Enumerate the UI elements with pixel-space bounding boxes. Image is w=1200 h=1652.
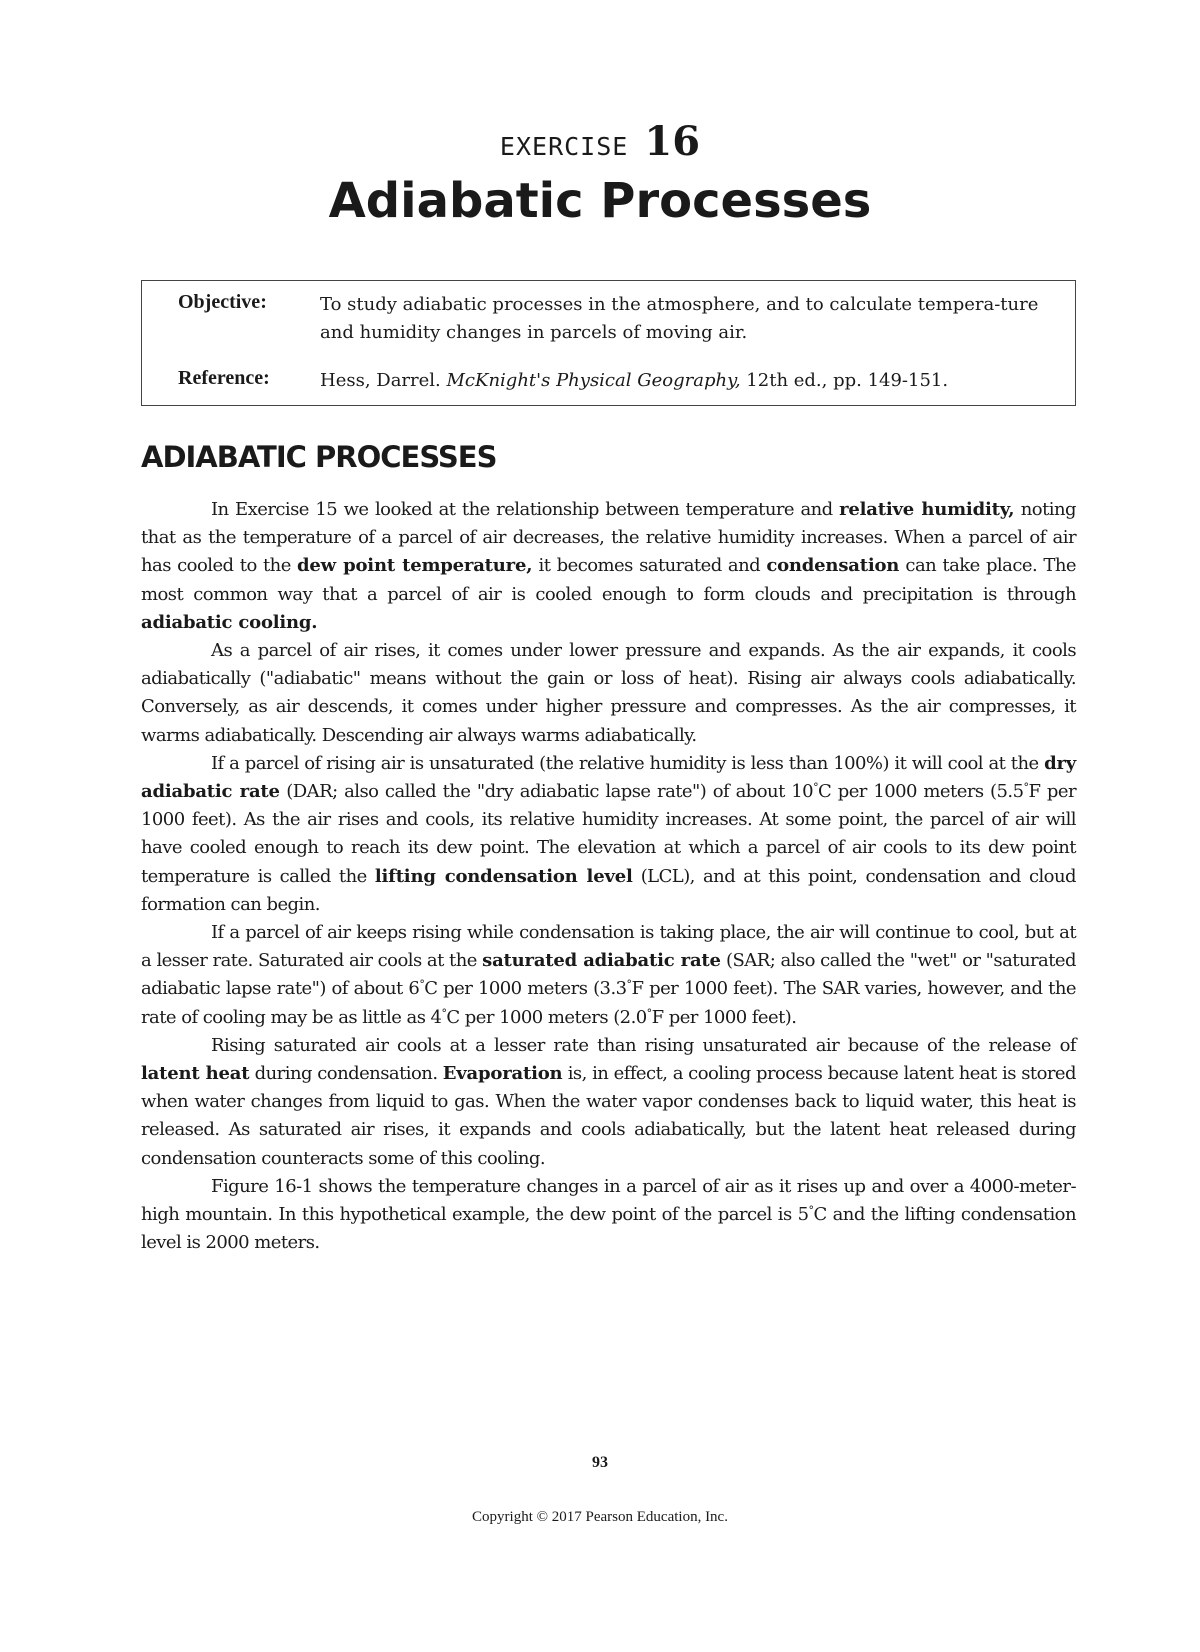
body-paragraph [141, 750, 1076, 919]
key-term: adiabatic cooling. [141, 611, 318, 633]
text-run: Rising saturated air cools at a lesser rate than rising unsaturated air because of the release of [211, 1034, 1076, 1056]
objective-box [141, 280, 1076, 406]
key-term: condensation [766, 555, 900, 577]
body-text [141, 496, 1076, 1257]
text-run: In Exercise 15 we looked at the relationship between temperature and [211, 499, 840, 520]
key-term: relative humidity, [839, 499, 1015, 520]
text-run: As a parcel of air rises, it comes under lower pressure and expands. As the air expands, it cools adiabatically ("adiabatic" means without the gain or loss of heat). Rising air always cools adiabatically. Conversely, as air descends, it comes under higher pressure and compresses. As the air compresses, it warms adiabatically. Descending air always warms adiabatically. [141, 640, 1076, 746]
body-paragraph [141, 1173, 1076, 1258]
exercise-word: EXERCISE [499, 132, 629, 161]
reference-details: 12th ed., pp. 149-151. [740, 370, 949, 391]
text-run: is, in effect, a cooling process because latent heat is stored when water changes from liquid to gas. When the water vapor condenses back to liquid water, this heat is released. As saturated air rises, it expands and cools adiabatically, but the latent heat released during condensation counteracts some of this cooling. [141, 1063, 1076, 1169]
reference-book: McKnight's Physical Geography, [446, 370, 741, 391]
key-term: dry adiabatic rate [141, 752, 1076, 803]
objective-label: Objective: [178, 291, 267, 313]
exercise-label [0, 118, 1200, 165]
body-paragraph [141, 919, 1076, 1032]
text-run: (DAR; also called the "dry adiabatic lapse rate") of about 10 [279, 781, 814, 803]
reference-text [320, 367, 1040, 395]
text-run: F per 1000 feet). As the air rises and cools, its relative humidity increases. At some point, the parcel of air will have cooled enough to reach its dew point. The elevation at which a parcel of air cools to its dew point temperature is called the [141, 781, 1077, 887]
text-run: it becomes saturated and [532, 555, 767, 577]
degree-symbol: ° [808, 1204, 814, 1218]
text-run: C per 1000 meters (3.3 [424, 978, 627, 1000]
page-number: 93 [592, 1454, 608, 1471]
degree-symbol: ° [419, 978, 425, 992]
text-run: C and the lifting condensation level is 2000 meters. [141, 1204, 1076, 1254]
text-run: F per 1000 feet). The SAR varies, however, and the rate of cooling may be as little as 4 [141, 978, 1076, 1028]
degree-symbol: ° [813, 781, 819, 795]
body-paragraph [141, 637, 1076, 750]
page-title: Adiabatic Processes [328, 173, 872, 229]
text-run: If a parcel of air keeps rising while condensation is taking place, the air will continue to cool, but at a lesser rate. Saturated air cools at the [141, 922, 1076, 972]
text-run: can take place. The most common way that a parcel of air is cooled enough to form clouds and precipitation is through [141, 555, 1076, 605]
key-term: latent heat [141, 1063, 250, 1085]
body-paragraph [141, 1032, 1076, 1173]
key-term: dew point temperature, [297, 555, 533, 577]
text-run: C per 1000 meters (5.5 [818, 781, 1024, 803]
degree-symbol: ° [646, 1006, 652, 1020]
text-run: Figure 16-1 shows the temperature changes in a parcel of air as it rises up and over a 4000-meter-high mountain. In this hypothetical example, the dew point of the parcel is 5 [141, 1175, 1076, 1226]
degree-symbol: ° [626, 978, 632, 992]
text-run: during condensation. [249, 1063, 443, 1085]
reference-label: Reference: [178, 367, 270, 389]
objective-text: To study adiabatic processes in the atmosphere, and to calculate tempera-ture and humidity changes in parcels of moving air. [320, 294, 1039, 343]
text-run: If a parcel of rising air is unsaturated (the relative humidity is less than 100%) it will cool at the [211, 752, 1045, 774]
key-term: saturated adiabatic rate [482, 950, 721, 972]
reference-author: Hess, Darrel. [320, 370, 447, 391]
section-heading: ADIABATIC PROCESSES [141, 440, 497, 474]
text-run: (LCL), and at this point, condensation and cloud formation can begin. [141, 865, 1076, 915]
text-run: F per 1000 feet). [651, 1006, 797, 1028]
text-run: noting that as the temperature of a parcel of air decreases, the relative humidity increases. When a parcel of air has cooled to the [141, 499, 1076, 577]
exercise-number: 16 [644, 118, 701, 165]
key-term: lifting condensation level [374, 865, 633, 887]
text-run: (SAR; also called the "wet" or "saturated adiabatic lapse rate") of about 6 [141, 950, 1076, 1000]
degree-symbol: ° [1023, 781, 1029, 795]
body-paragraph [141, 496, 1076, 637]
text-run: C per 1000 meters (2.0 [446, 1006, 647, 1028]
copyright-notice: Copyright © 2017 Pearson Education, Inc. [472, 1509, 728, 1525]
key-term: Evaporation [442, 1063, 563, 1085]
degree-symbol: ° [441, 1006, 447, 1020]
